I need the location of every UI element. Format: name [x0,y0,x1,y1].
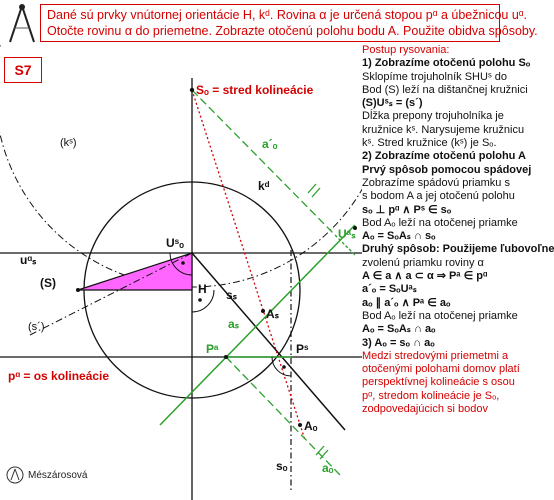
label-as-point: Aₛ [266,307,280,321]
procedure-line: 1) Zobrazíme otočenú polohu Sₒ [362,57,531,70]
label-kd: kᵈ [258,179,270,193]
procedure-line: kružnice kˢ. Narysujeme kružnicu [362,123,525,136]
rotated-triangle [78,253,192,290]
procedure-line: aₒ ∥ a´ₒ ∧ Pᵃ ∈ aₒ [362,296,451,309]
point-s [76,288,80,292]
procedure-line: zvolenú priamku roviny α [362,256,484,269]
procedure-line: Sklopíme trojuholník SHUˢ do [362,70,507,83]
label-a-prime-o: a´ₒ [262,137,278,151]
procedure-line: Postup rysovania: [362,44,450,56]
procedure-line: zodpovedajúcich si bodov [362,403,488,416]
point-pa [224,355,228,359]
header-line-1: Dané sú prvky vnútornej orientácie H, kᵈ. Rovina α je určená stopou pᵅ a úbežnicou uᵅ. [47,8,527,22]
procedure-line: Aₒ = SₒAₛ ∩ aₒ [362,323,436,336]
procedure-line: a´ₒ = SₒUᵃₛ [362,283,417,296]
procedure-line: A ∈ a ∧ a ⊂ α ⇒ Pᵃ ∈ pᵅ [362,270,488,283]
label-s-paren: (S) [40,276,56,290]
line-so-ao [192,90,305,440]
procedure-line: otočenými polohami domov platí [362,363,520,376]
procedure-panel [362,44,554,500]
procedure-line: Bod Aₒ leží na otočenej priamke [362,216,518,229]
point-so [190,88,194,92]
procedure-line: Aₒ = SₒAₛ ∩ sₒ [362,230,436,243]
procedure-line: Bod (S) leží na dištančnej kružnici [362,83,528,96]
label-ks: (kˢ) [60,137,77,149]
procedure-line: sₒ ⊥ pᵅ ∧ Pˢ ∈ sₒ [362,203,452,216]
label-ao-point: Aₒ [304,419,318,433]
header-line-2: Otočte rovinu α do priemetne. Zobrazte otočenú polohu bodu A. Použite obidva spôsoby. [47,24,538,38]
line-a-prime-o [192,90,335,235]
label-as-line: aₛ [228,317,240,331]
label-ss: sₛ [226,288,238,302]
label-uas: uᵅₛ [20,253,37,267]
procedure-line: Zobrazíme spádovú priamku s [362,176,510,189]
label-so-center: Sₒ = stred kolineácie [196,83,314,97]
circle-ks-rotated [0,0,389,287]
author-credit [6,466,87,484]
procedure-line: kˢ. Stred kružnice (kˢ) je Sₒ. [362,137,497,150]
point-as [261,309,265,313]
procedure-line: 3) Aₒ = sₒ ∩ aₒ [362,336,435,349]
label-ao-line: aₒ [322,461,334,475]
label-uso: Uˢₒ [166,236,185,250]
procedure-line: Druhý spôsob: Použijeme ľubovoľne [362,243,554,256]
procedure-line: Dĺžka prepony trojuholníka je [362,110,504,123]
label-s-prime: (s´) [28,321,45,333]
procedure-line: Prvý spôsob pomocou spádovej [362,163,532,176]
author-logo-icon [6,466,24,484]
procedure-line: perspektívnej kolineácie s osou [362,376,515,389]
label-pa: Pᵃ [206,342,219,356]
point-ao [298,423,302,427]
author-name: Mészárosová [28,469,88,481]
label-so-line: sₒ [276,459,288,473]
label-ua-s: Uᵃₛ [338,227,356,241]
exercise-badge: S7 [4,57,42,83]
procedure-line: s bodom A a jej otočenú polohu [362,190,515,203]
procedure-line: pᵅ, stredom kolineácie je Sₒ, [362,389,500,402]
procedure-line: (S)Uˢₛ = (s´) [362,97,423,110]
label-h: H [198,282,207,296]
procedure-line: Medzi stredovými priemetmi a [362,349,509,362]
label-ps: Pˢ [296,342,309,356]
label-pa-axis: pᵅ = os kolineácie [8,369,110,383]
procedure-line: 2) Zobrazíme otočenú polohu A [362,150,526,163]
procedure-line: Bod Aₒ leží na otočenej priamke [362,309,518,322]
